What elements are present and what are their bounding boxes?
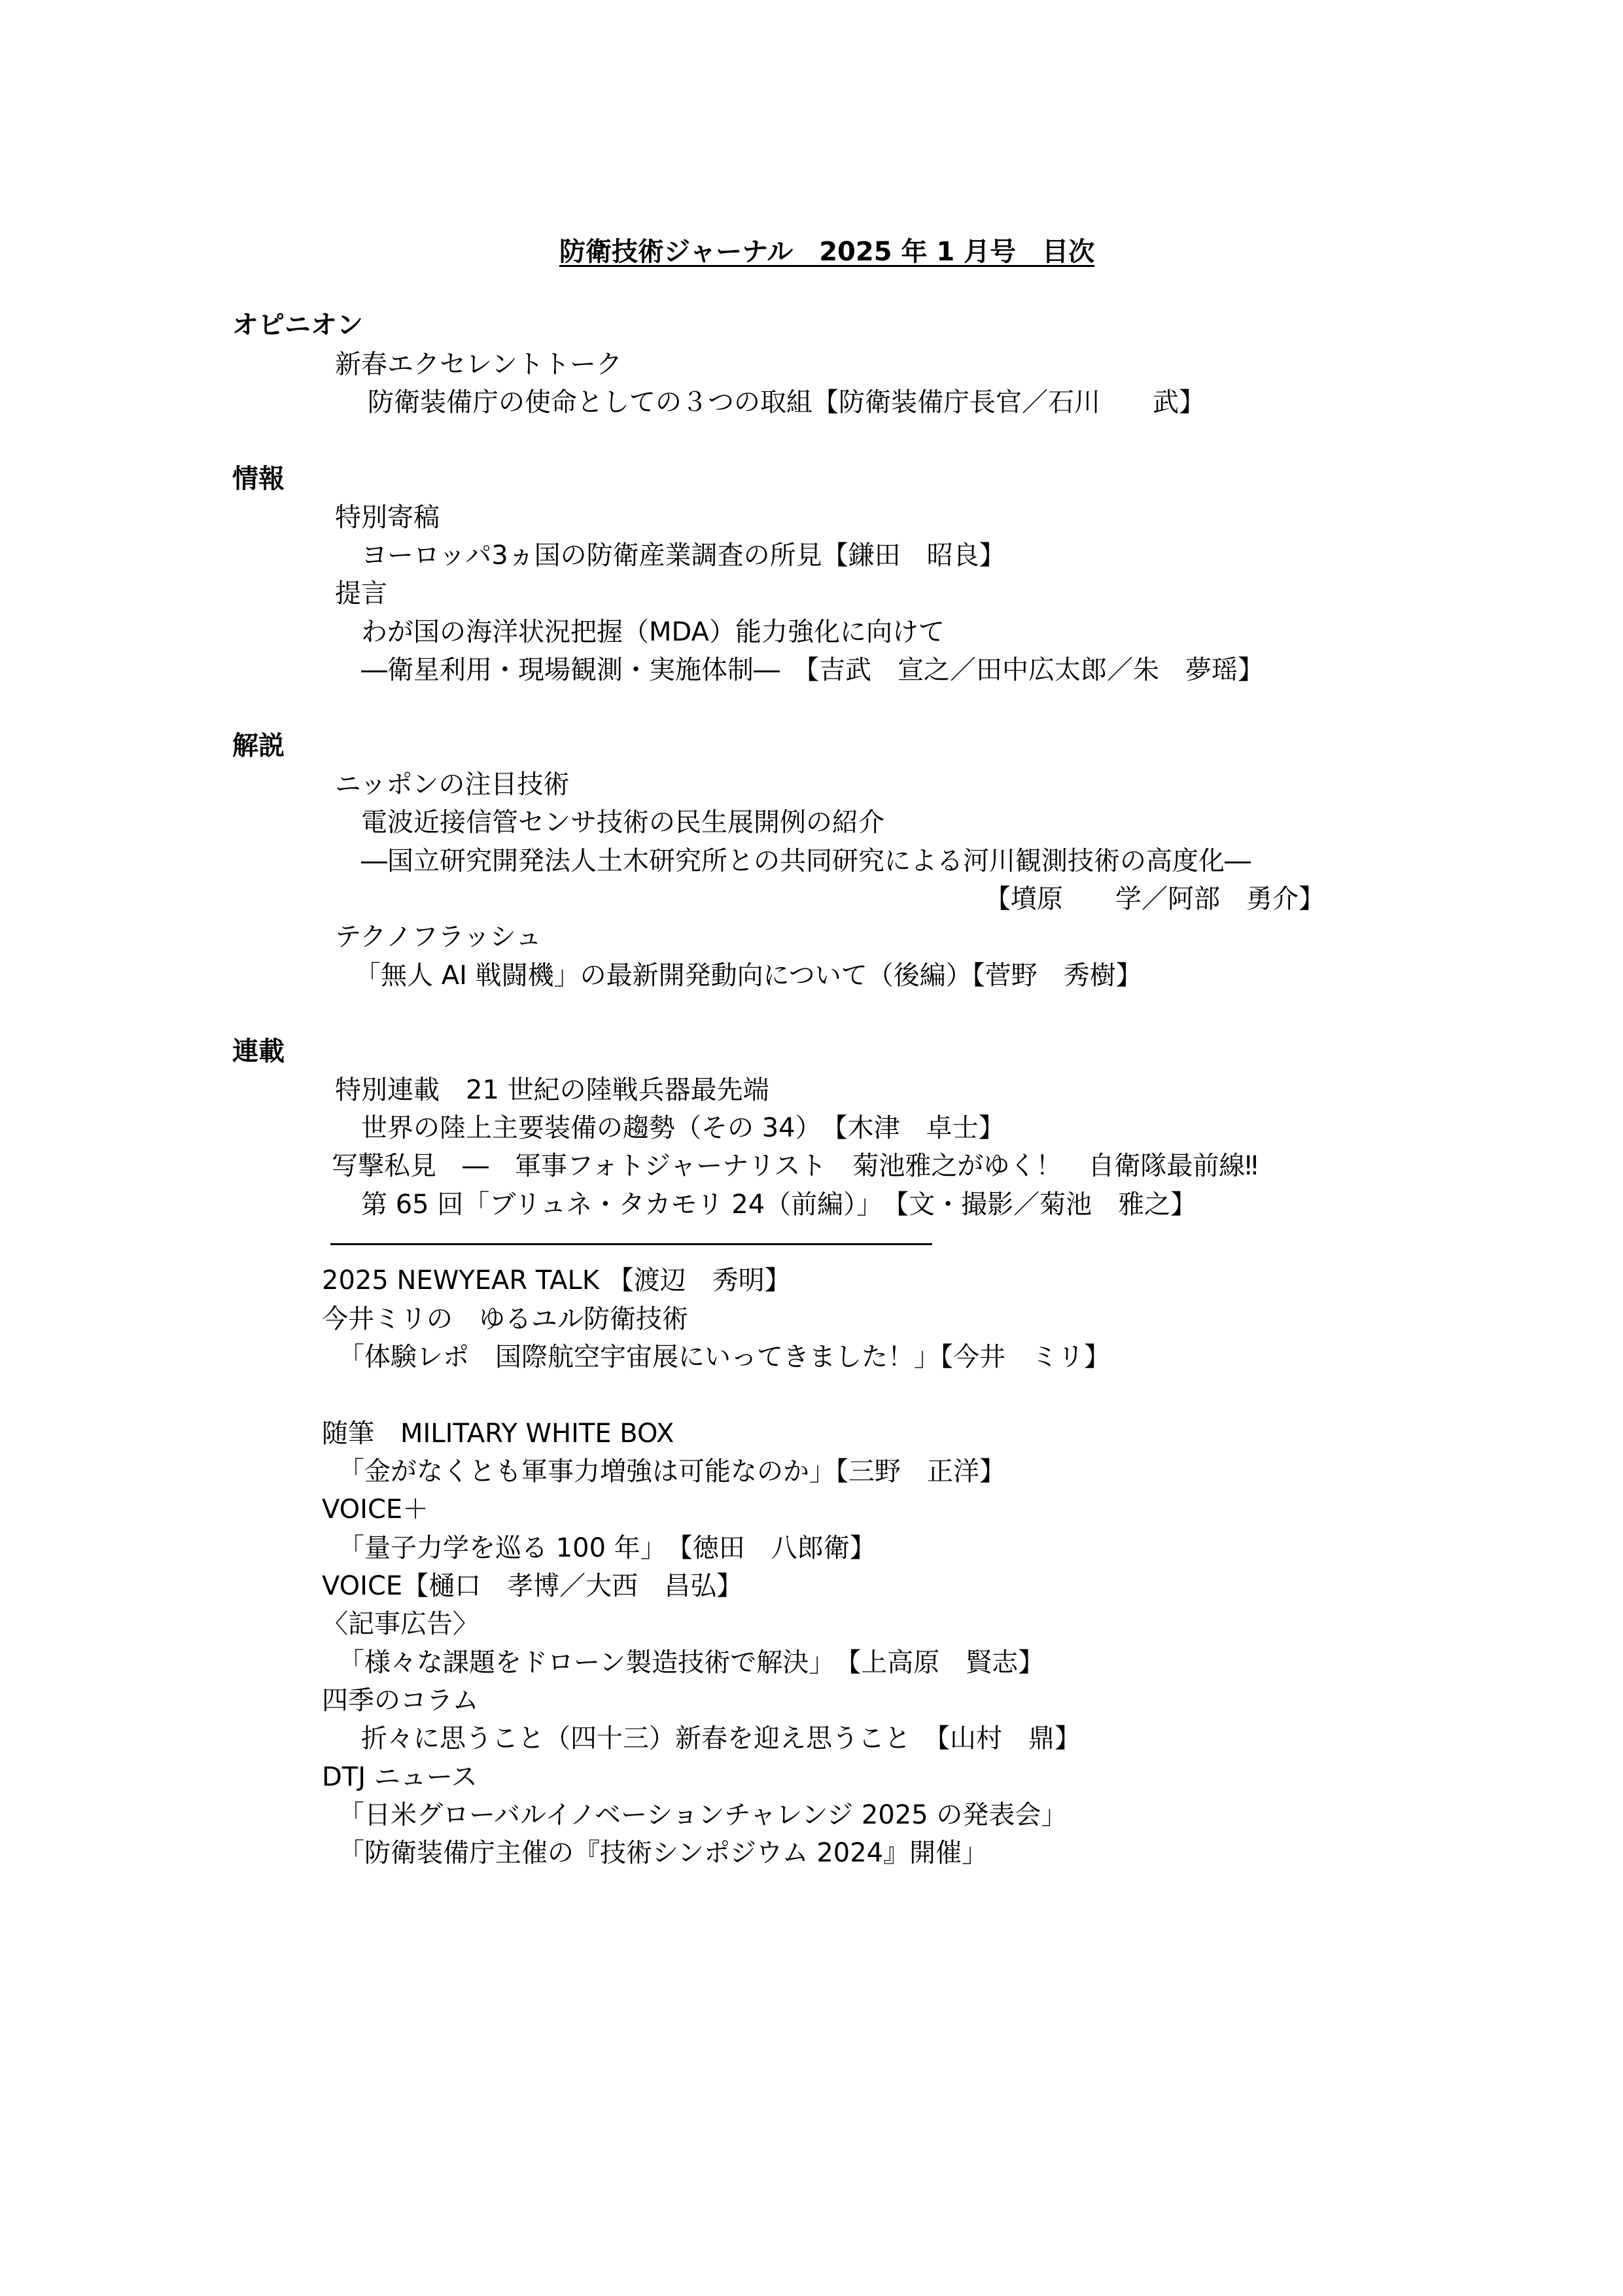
opinion-article: 防衛装備庁の使命としての３つの取組【防衛装備庁長官／石川 武】 xyxy=(368,387,1205,417)
season-category: 四季のコラム xyxy=(322,1686,479,1716)
season-article: 折々に思うこと（四十三）新春を迎え思うこと 【山村 鼎】 xyxy=(361,1723,1081,1754)
voice: VOICE【樋口 孝博／大西 昌弘】 xyxy=(322,1571,743,1601)
newyear-talk: 2025 NEWYEAR TALK 【渡辺 秀明】 xyxy=(322,1265,791,1296)
info-proposal-category: 提言 xyxy=(335,578,387,609)
serial-photo-category: 写撃私見 ― 軍事フォトジャーナリスト 菊池雅之がゆく！ 自衛隊最前線‼ xyxy=(332,1151,1258,1181)
essay-category: 随筆 MILITARY WHITE BOX xyxy=(322,1419,674,1449)
news-category: DTJ ニュース xyxy=(322,1762,478,1792)
voice-plus: VOICE＋ xyxy=(322,1494,429,1525)
info-special-category: 特別寄稿 xyxy=(335,503,440,533)
section-heading-info: 情報 xyxy=(232,464,285,494)
commentary-tech-article: 電波近接信管センサ技術の民生展開例の紹介 xyxy=(361,807,884,838)
serial-special-category: 特別連載 21 世紀の陸戦兵器最先端 xyxy=(335,1075,769,1105)
section-heading-opinion: オピニオン xyxy=(232,310,363,340)
imai-category: 今井ミリの ゆるユル防衛技術 xyxy=(322,1304,688,1334)
commentary-tech-authors: 【墳原 学／阿部 勇介】 xyxy=(985,884,1325,914)
imai-article: 「体験レポ 国際航空宇宙展にいってきました！」【今井 ミリ】 xyxy=(338,1342,1110,1372)
ad-category: 〈記事広告〉 xyxy=(322,1609,479,1639)
news-item-2: 「防衛装備庁主催の『技術シンポジウム 2024』開催」 xyxy=(338,1838,988,1868)
section-heading-commentary: 解説 xyxy=(232,731,285,761)
commentary-flash-article: 「無人 AI 戦闘機」の最新開発動向について（後編）【菅野 秀樹】 xyxy=(355,961,1142,991)
news-item-1: 「日米グローバルイノベーションチャレンジ 2025 の発表会」 xyxy=(338,1800,1068,1830)
info-special-article: ヨーロッパ3ヵ国の防衛産業調査の所見【鎌田 昭良】 xyxy=(361,540,1005,571)
section-heading-serial: 連載 xyxy=(232,1036,285,1067)
info-proposal-article: わが国の海洋状況把握（MDA）能力強化に向けて xyxy=(361,617,945,647)
serial-photo-article: 第 65 回「ブリュネ・タカモリ 24（前編）」 【文・撮影／菊池 雅之】 xyxy=(361,1190,1197,1220)
horizontal-rule xyxy=(330,1243,932,1245)
info-proposal-subtitle: ―衛星利用・現場観測・実施体制― 【吉武 宣之／田中広太郎／朱 夢瑶】 xyxy=(361,655,1264,685)
ad-article: 「様々な課題をドローン製造技術で解決」 【上高原 賢志】 xyxy=(338,1648,1045,1678)
commentary-flash-category: テクノフラッシュ xyxy=(335,922,542,952)
serial-special-article: 世界の陸上主要装備の趨勢（その 34） 【木津 卓士】 xyxy=(361,1113,1005,1143)
opinion-category: 新春エクセレントトーク xyxy=(335,349,622,380)
page-title: 防衛技術ジャーナル 2025 年 1 月号 目次 xyxy=(559,237,1095,267)
commentary-tech-subtitle: ―国立研究開発法人土木研究所との共同研究による河川観測技術の高度化― xyxy=(361,846,1251,876)
essay-article: 「金がなくとも軍事力増強は可能なのか」【三野 正洋】 xyxy=(338,1457,1005,1487)
commentary-tech-category: ニッポンの注目技術 xyxy=(335,769,570,800)
voice-plus-article: 「量子力学を巡る 100 年」 【徳田 八郎衛】 xyxy=(338,1533,876,1563)
